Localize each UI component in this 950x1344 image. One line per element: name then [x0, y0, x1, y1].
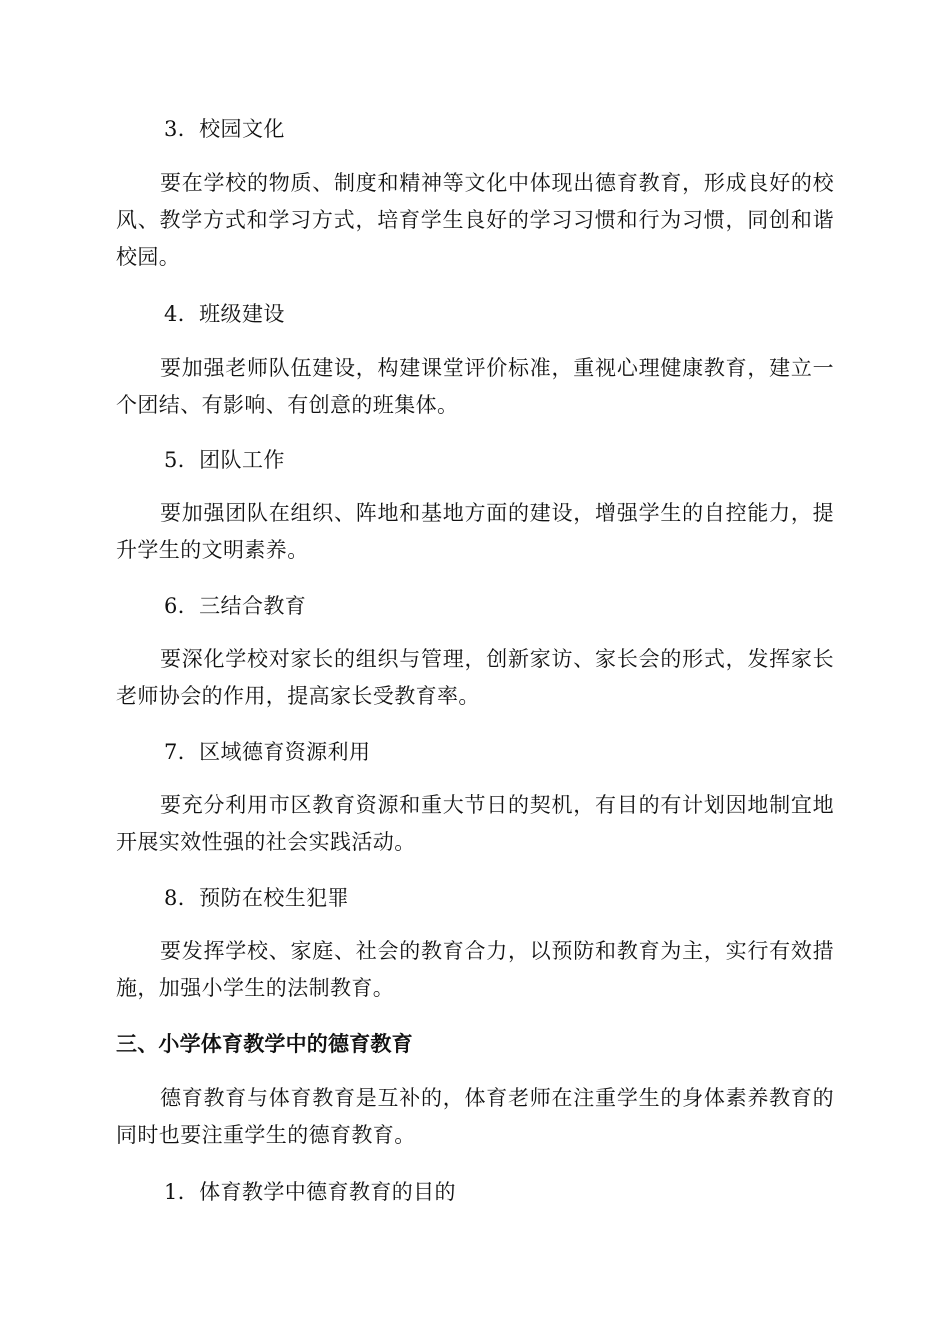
item-heading-pe-purpose: 1．体育教学中德育教育的目的: [164, 1180, 456, 1204]
item-heading-campus-culture: 3．校园文化: [164, 117, 285, 141]
paragraph-three-combination: 要深化学校对家长的组织与管理，创新家访、家长会的形式，发挥家长老师协会的作用，提高家长受教育率。: [116, 647, 834, 708]
item-heading-class-building: 4．班级建设: [164, 302, 285, 326]
paragraph-campus-culture: 要在学校的物质、制度和精神等文化中体现出德育教育，形成良好的校风、教学方式和学习方式，培育学生良好的学习习惯和行为习惯，同创和谐校园。: [116, 171, 834, 269]
paragraph-crime-prevention: 要发挥学校、家庭、社会的教育合力，以预防和教育为主，实行有效措施，加强小学生的法制教育。: [116, 939, 834, 1000]
item-heading-crime-prevention: 8．预防在校生犯罪: [164, 886, 349, 910]
section-title-pe-moral-education: 三、小学体育教学中的德育教育: [116, 1032, 413, 1056]
paragraph-team-work: 要加强团队在组织、阵地和基地方面的建设，增强学生的自控能力，提升学生的文明素养。: [116, 501, 834, 562]
paragraph-regional-resources: 要充分利用市区教育资源和重大节日的契机，有目的有计划因地制宜地开展实效性强的社会实践活动。: [116, 793, 834, 854]
paragraph-class-building: 要加强老师队伍建设，构建课堂评价标准，重视心理健康教育，建立一个团结、有影响、有创意的班集体。: [116, 356, 834, 417]
item-heading-three-combination: 6．三结合教育: [164, 594, 307, 618]
item-heading-team-work: 5．团队工作: [164, 448, 285, 472]
paragraph-pe-moral-education: 德育教育与体育教育是互补的，体育老师在注重学生的身体素养教育的同时也要注重学生的德育教育。: [116, 1086, 834, 1147]
item-heading-regional-resources: 7．区域德育资源利用: [164, 740, 371, 764]
